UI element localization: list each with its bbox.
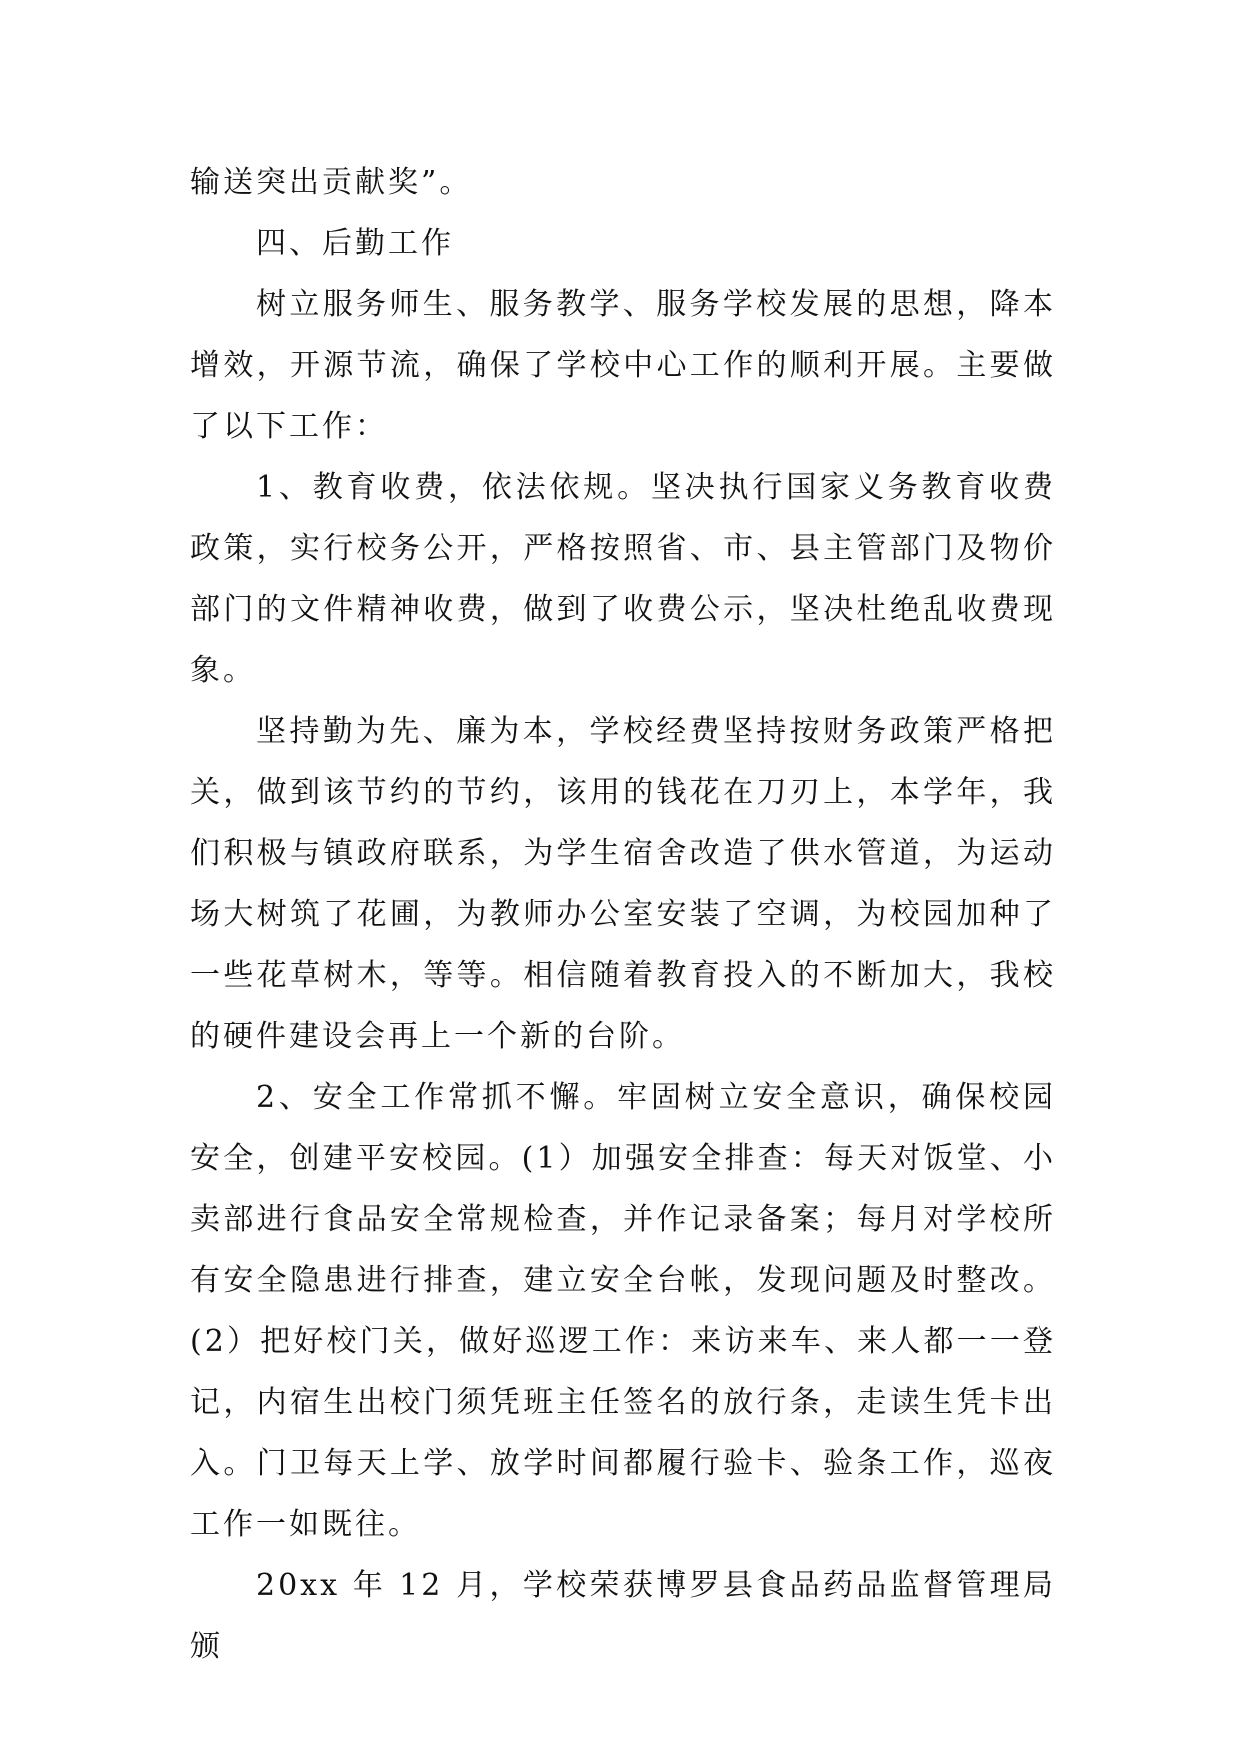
- paragraph-funding: 坚持勤为先、廉为本，学校经费坚持按财务政策严格把关，做到该节约的节约，该用的钱花在刀刃上，本学年，我们积极与镇政府联系，为学生宿舍改造了供水管道，为运动场大树筑了花圃，为教师办公室安装了空调，为校园加种了一些花草树木，等等。相信随着教育投入的不断加大，我校的硬件建设会再上一个新的台阶。: [190, 714, 1056, 1054]
- paragraph-logistics-intro: 树立服务师生、服务教学、服务学校发展的思想，降本增效，开源节流，确保了学校中心工作的顺利开展。主要做了以下工作：: [190, 287, 1056, 444]
- paragraph-education-fees: 1、教育收费，依法依规。坚决执行国家义务教育收费政策，实行校务公开，严格按照省、市、县主管部门及物价部门的文件精神收费，做到了收费公示，坚决杜绝乱收费现象。: [190, 470, 1056, 688]
- section-heading-logistics: 四、后勤工作: [256, 226, 454, 261]
- paragraph-award-2020: 20xx 年 12 月，学校荣获博罗县食品药品监督管理局颁: [190, 1568, 1056, 1664]
- document-body: [190, 152, 1056, 1677]
- paragraph-safety-work: 2、安全工作常抓不懈。牢固树立安全意识，确保校园安全，创建平安校园。(1）加强安全排查：每天对饭堂、小卖部进行食品安全常规检查，并作记录备案；每月对学校所有安全隐患进行排查，建立安全台帐，发现问题及时整改。(2）把好校门关，做好巡逻工作：来访来车、来人都一一登记，内宿生出校门须凭班主任签名的放行条，走读生凭卡出入。门卫每天上学、放学时间都履行验卡、验条工作，巡夜工作一如既往。: [190, 1080, 1056, 1542]
- paragraph-award-ending: 输送突出贡献奖”。: [190, 165, 473, 200]
